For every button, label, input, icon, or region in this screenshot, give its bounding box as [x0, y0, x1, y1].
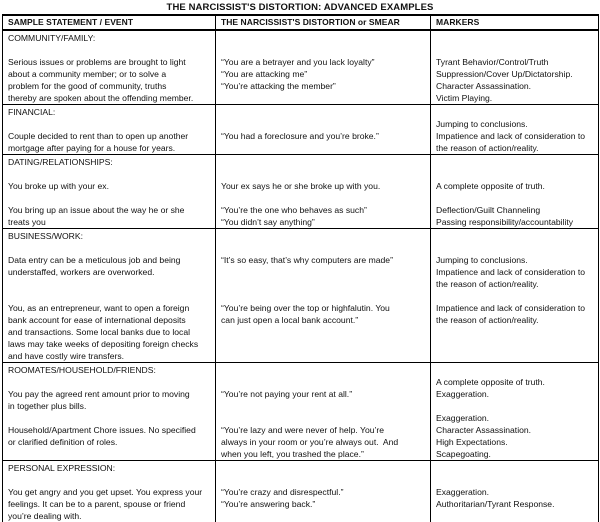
category-label: BUSINESS/WORK: — [8, 230, 211, 242]
text-line — [221, 156, 426, 168]
text-line: Deflection/Guilt Channeling — [436, 204, 594, 216]
text-line — [221, 266, 426, 278]
text-line — [8, 278, 211, 290]
text-line — [8, 242, 211, 254]
text-line: A complete opposite of truth. — [436, 376, 594, 388]
text-line: “You are a betrayer and you lack loyalty” — [221, 56, 426, 68]
text-line: always in your room or you’re always out. And — [221, 436, 426, 448]
text-line: Impatience and lack of consideration to — [436, 302, 594, 314]
text-line — [221, 462, 426, 474]
roomates-household-friends-statement-cell — [3, 363, 216, 461]
text-line: “It’s so easy, that’s why computers are made” — [221, 254, 426, 266]
community-family-markers-cell — [431, 30, 599, 105]
text-line: Your ex says he or she broke up with you. — [221, 180, 426, 192]
text-line: the reason of action/reality. — [436, 314, 594, 326]
text-line: “You are attacking me” — [221, 68, 426, 80]
text-line: you’re dealing with. — [8, 510, 211, 522]
text-line: bank account for ease of international deposits — [8, 314, 211, 326]
text-line: Exaggeration. — [436, 388, 594, 400]
text-line: Data entry can be a meticulous job and being — [8, 254, 211, 266]
text-line — [436, 242, 594, 254]
header-row — [3, 15, 599, 30]
table-body — [3, 30, 599, 522]
text-line: treats you — [8, 216, 211, 228]
text-line — [436, 462, 594, 474]
text-line: Impatience and lack of consideration to — [436, 266, 594, 278]
text-line: You, as an entrepreneur, want to open a foreign — [8, 302, 211, 314]
column-header-distortion-or-smear: THE NARCISSIST'S DISTORTION or SMEAR — [216, 15, 431, 30]
text-line: mortgage after paying for a house for years. — [8, 142, 211, 154]
text-line — [8, 290, 211, 302]
text-line — [221, 44, 426, 56]
roomates-household-friends-markers-cell — [431, 363, 599, 461]
text-line — [221, 106, 426, 118]
section-row-financial — [3, 105, 599, 155]
text-line: the reason of action/reality. — [436, 142, 594, 154]
text-line: thereby are spoken about the offending member. — [8, 92, 211, 104]
personal-expression-statement-cell — [3, 461, 216, 522]
section-row-personal-expression — [3, 461, 599, 522]
text-line: when you left, you trashed the place.” — [221, 448, 426, 460]
text-line — [436, 364, 594, 376]
text-line: You broke up with your ex. — [8, 180, 211, 192]
text-line: the reason of action/reality. — [436, 278, 594, 290]
text-line: feelings. It can be to a parent, spouse or friend — [8, 498, 211, 510]
text-line — [221, 364, 426, 376]
text-line: You get angry and you get upset. You express your — [8, 486, 211, 498]
financial-distortion-cell — [216, 105, 431, 155]
text-line: “You’re crazy and disrespectful.” — [221, 486, 426, 498]
text-line: “You’re answering back.” — [221, 498, 426, 510]
text-line — [436, 32, 594, 44]
text-line: problem for the good of community, truths — [8, 80, 211, 92]
text-line — [8, 168, 211, 180]
text-line: Character Assassination. — [436, 424, 594, 436]
business-work-markers-cell — [431, 229, 599, 363]
text-line: and transactions. Some local banks due to local — [8, 326, 211, 338]
text-line — [436, 192, 594, 204]
text-line: about a community member; or to solve a — [8, 68, 211, 80]
text-line: Character Assassination. — [436, 80, 594, 92]
text-line — [221, 118, 426, 130]
text-line: laws may take weeks of depositing foreign checks — [8, 338, 211, 350]
text-line: can just open a local bank account.” — [221, 314, 426, 326]
text-line: Serious issues or problems are brought to light — [8, 56, 211, 68]
text-line: Victim Playing. — [436, 92, 594, 104]
text-line: Passing responsibility/accountability — [436, 216, 594, 228]
document-title: THE NARCISSIST'S DISTORTION: ADVANCED EXAMPLES — [0, 0, 600, 14]
section-row-business-work — [3, 229, 599, 363]
text-line — [8, 412, 211, 424]
text-line — [8, 118, 211, 130]
dating-relationships-statement-cell — [3, 155, 216, 229]
text-line — [221, 32, 426, 44]
text-line: You pay the agreed rent amount prior to moving — [8, 388, 211, 400]
business-work-distortion-cell — [216, 229, 431, 363]
column-header-sample-statement: SAMPLE STATEMENT / EVENT — [3, 15, 216, 30]
text-line: “You’re attacking the member” — [221, 80, 426, 92]
text-line — [436, 230, 594, 242]
text-line — [221, 290, 426, 302]
text-line: Authoritarian/Tyrant Response. — [436, 498, 594, 510]
text-line: Scapegoating. — [436, 448, 594, 460]
text-line — [436, 168, 594, 180]
text-line: Suppression/Cover Up/Dictatorship. — [436, 68, 594, 80]
text-line — [8, 44, 211, 56]
community-family-distortion-cell — [216, 30, 431, 105]
text-line: “You’re being over the top or highfalutin. You — [221, 302, 426, 314]
category-label: DATING/RELATIONSHIPS: — [8, 156, 211, 168]
dating-relationships-distortion-cell — [216, 155, 431, 229]
text-line — [436, 106, 594, 118]
text-line — [8, 376, 211, 388]
text-line: in together plus bills. — [8, 400, 211, 412]
text-line: Couple decided to rent than to open up another — [8, 130, 211, 142]
text-line — [221, 474, 426, 486]
text-line: Impatience and lack of consideration to — [436, 130, 594, 142]
financial-markers-cell — [431, 105, 599, 155]
text-line: understaffed, workers are overworked. — [8, 266, 211, 278]
text-line — [221, 168, 426, 180]
category-label: PERSONAL EXPRESSION: — [8, 462, 211, 474]
column-header-markers: MARKERS — [431, 15, 599, 30]
text-line — [221, 242, 426, 254]
text-line: Exaggeration. — [436, 486, 594, 498]
text-line — [436, 44, 594, 56]
category-label: ROOMATES/HOUSEHOLD/FRIENDS: — [8, 364, 211, 376]
text-line — [221, 400, 426, 412]
personal-expression-markers-cell — [431, 461, 599, 522]
financial-statement-cell — [3, 105, 216, 155]
text-line — [221, 278, 426, 290]
section-row-community-family — [3, 30, 599, 105]
text-line: “You’re not paying your rent at all.” — [221, 388, 426, 400]
text-line — [436, 290, 594, 302]
text-line: High Expectations. — [436, 436, 594, 448]
text-line — [436, 156, 594, 168]
personal-expression-distortion-cell — [216, 461, 431, 522]
business-work-statement-cell — [3, 229, 216, 363]
text-line: or clarified definition of roles. — [8, 436, 211, 448]
text-line: “You had a foreclosure and you’re broke.” — [221, 130, 426, 142]
text-line: Jumping to conclusions. — [436, 254, 594, 266]
text-line — [8, 474, 211, 486]
text-line — [436, 474, 594, 486]
section-row-roomates-household-friends — [3, 363, 599, 461]
category-label: FINANCIAL: — [8, 106, 211, 118]
text-line — [221, 230, 426, 242]
text-line: Exaggeration. — [436, 412, 594, 424]
text-line — [221, 376, 426, 388]
text-line — [221, 192, 426, 204]
text-line: “You’re lazy and were never of help. You’re — [221, 424, 426, 436]
text-line: Jumping to conclusions. — [436, 118, 594, 130]
text-line: and have costly wire transfers. — [8, 350, 211, 362]
category-label: COMMUNITY/FAMILY: — [8, 32, 211, 44]
text-line: “You’re the one who behaves as such” — [221, 204, 426, 216]
text-line: A complete opposite of truth. — [436, 180, 594, 192]
text-line — [8, 192, 211, 204]
distortion-table — [2, 14, 599, 522]
text-line: Tyrant Behavior/Control/Truth — [436, 56, 594, 68]
text-line — [436, 400, 594, 412]
text-line — [221, 412, 426, 424]
community-family-statement-cell — [3, 30, 216, 105]
roomates-household-friends-distortion-cell — [216, 363, 431, 461]
dating-relationships-markers-cell — [431, 155, 599, 229]
text-line: Household/Apartment Chore issues. No specified — [8, 424, 211, 436]
text-line: You bring up an issue about the way he or she — [8, 204, 211, 216]
section-row-dating-relationships — [3, 155, 599, 229]
text-line: “You didn’t say anything” — [221, 216, 426, 228]
